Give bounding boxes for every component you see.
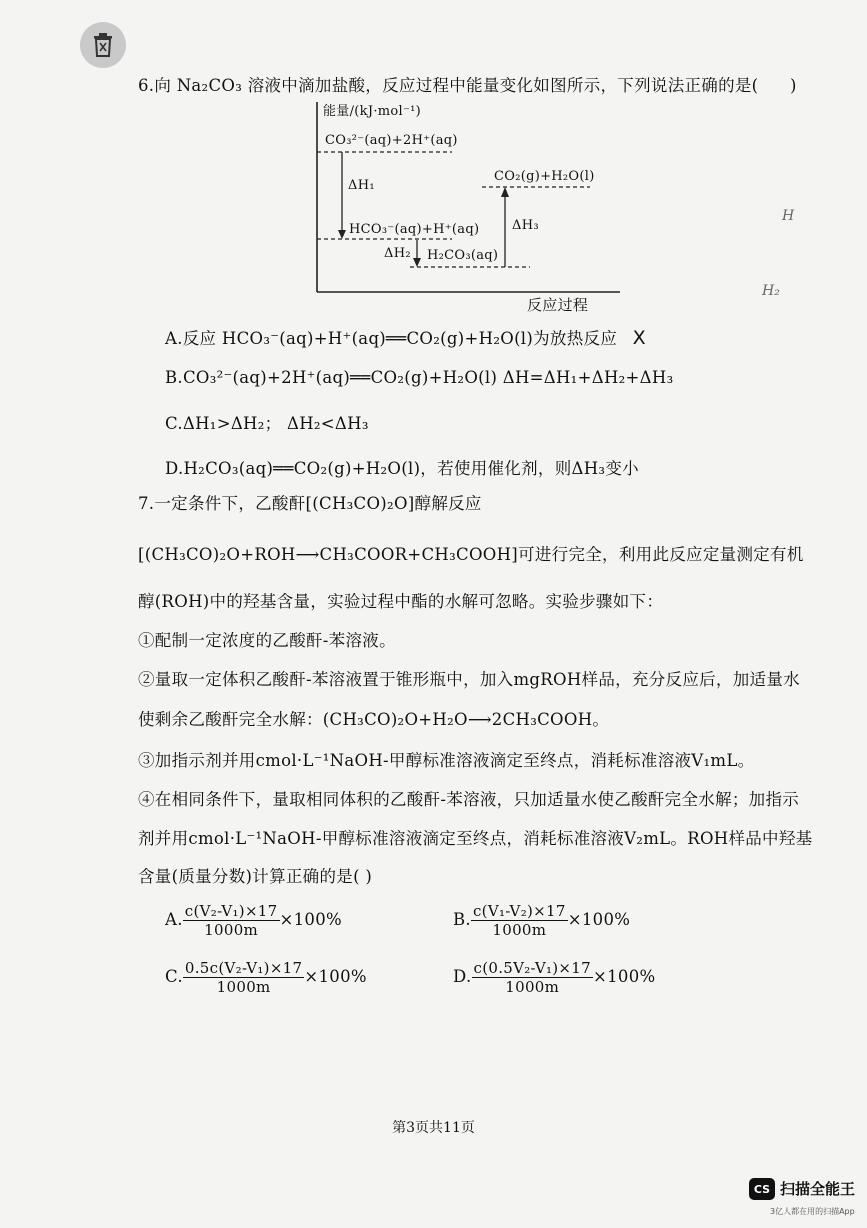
- q7-option-a-den: 1000m: [204, 921, 259, 939]
- q7-option-a: [165, 902, 342, 939]
- q7-option-c-den: 1000m: [216, 978, 271, 996]
- q7-option-b-letter: B.: [453, 910, 471, 929]
- q7-option-d-num: c(0.5V₂-V₁)×17: [473, 959, 591, 977]
- q7-option-b-tail: ×100%: [567, 910, 631, 929]
- q6-option-b: B.CO₃²⁻(aq)+2H⁺(aq)══CO₂(g)+H₂O(l) ΔH=ΔH₁+ΔH₂+ΔH₃: [165, 368, 674, 387]
- q7-option-a-num: c(V₂-V₁)×17: [184, 902, 278, 920]
- margin-note-1: H: [782, 208, 795, 224]
- wrong-mark: X: [632, 327, 646, 349]
- q7-option-d-den: 1000m: [505, 978, 560, 996]
- q7-step-1: ①配制一定浓度的乙酸酐-苯溶液。: [138, 631, 396, 650]
- level-mid-label: HCO₃⁻(aq)+H⁺(aq): [349, 222, 480, 237]
- margin-note-2: H₂: [762, 283, 780, 299]
- q7-option-d: [453, 959, 655, 996]
- q7-option-b-den: 1000m: [492, 921, 547, 939]
- q6-stem-text: 6.向 Na₂CO₃ 溶液中滴加盐酸，反应过程中能量变化如图所示，下列说法正确的是(: [138, 76, 759, 95]
- camscanner-tagline: 3亿人都在用的扫描App: [770, 1207, 855, 1216]
- q6-option-c: C.ΔH₁>ΔH₂； ΔH₂<ΔH₃: [165, 414, 369, 433]
- delete-button[interactable]: [80, 22, 126, 68]
- q7-option-c: [165, 959, 367, 996]
- q7-line-3: 醇(ROH)中的羟基含量，实验过程中酯的水解可忽略。实验步骤如下：: [138, 592, 664, 611]
- q6-option-d: D.H₂CO₃(aq)══CO₂(g)+H₂O(l)，若使用催化剂，则ΔH₃变小: [165, 459, 639, 478]
- q7-line-2: [(CH₃CO)₂O+ROH⟶CH₃COOR+CH₃COOH]可进行完全，利用此反应定量测定有机: [138, 545, 804, 564]
- dH1-label: ΔH₁: [348, 178, 375, 193]
- trash-icon: [91, 32, 115, 58]
- q7-step-3: ③加指示剂并用cmol·L⁻¹NaOH-甲醇标准溶液滴定至终点，消耗标准溶液V₁mL。: [138, 751, 755, 770]
- dH2-label: ΔH₂: [384, 246, 411, 261]
- level-top-label: CO₃²⁻(aq)+2H⁺(aq): [325, 133, 458, 148]
- q6-option-a: [165, 325, 646, 349]
- q7-line-1: 7.一定条件下，乙酸酐[(CH₃CO)₂O]醇解反应: [138, 494, 482, 513]
- q7-option-a-letter: A.: [165, 910, 183, 929]
- q7-step-2a: ②量取一定体积乙酸酐-苯溶液置于锥形瓶中，加入mgROH样品，充分反应后，加适量水: [138, 670, 800, 689]
- level-low-label: H₂CO₃(aq): [427, 248, 499, 263]
- q6-stem-paren: ): [789, 76, 797, 95]
- q7-option-c-tail: ×100%: [304, 967, 367, 986]
- q7-option-d-tail: ×100%: [592, 967, 656, 986]
- q6-option-a-text: A.反应 HCO₃⁻(aq)+H⁺(aq)══CO₂(g)+H₂O(l)为放热反应: [165, 329, 618, 348]
- energy-diagram: [300, 92, 630, 314]
- q7-option-d-letter: D.: [453, 967, 472, 986]
- q7-step-4a: ④在相同条件下，量取相同体积的乙酸酐-苯溶液，只加适量水使乙酸酐完全水解；加指示: [138, 790, 800, 809]
- y-axis-label: 能量/(kJ·mol⁻¹): [323, 104, 422, 119]
- q7-option-c-letter: C.: [165, 967, 183, 986]
- dH3-label: ΔH₃: [512, 218, 539, 233]
- q7-step-4b: 剂并用cmol·L⁻¹NaOH-甲醇标准溶液滴定至终点，消耗标准溶液V₂mL。ROH样品中羟基: [138, 829, 813, 848]
- page-footer: 第3页共11页: [392, 1120, 475, 1136]
- camscanner-name: 扫描全能王: [780, 1180, 856, 1198]
- q7-option-a-tail: ×100%: [279, 910, 342, 929]
- camscanner-logo: CS: [749, 1178, 775, 1200]
- q7-step-4c: 含量(质量分数)计算正确的是( ): [138, 867, 373, 886]
- q7-option-b: [453, 902, 630, 939]
- q7-option-c-num: 0.5c(V₂-V₁)×17: [184, 959, 303, 977]
- level-product-label: CO₂(g)+H₂O(l): [494, 169, 595, 184]
- q7-step-2b: 使剩余乙酸酐完全水解：(CH₃CO)₂O+H₂O⟶2CH₃COOH。: [138, 710, 610, 729]
- x-axis-label: 反应过程: [527, 296, 589, 314]
- q7-option-b-num: c(V₁-V₂)×17: [472, 902, 566, 920]
